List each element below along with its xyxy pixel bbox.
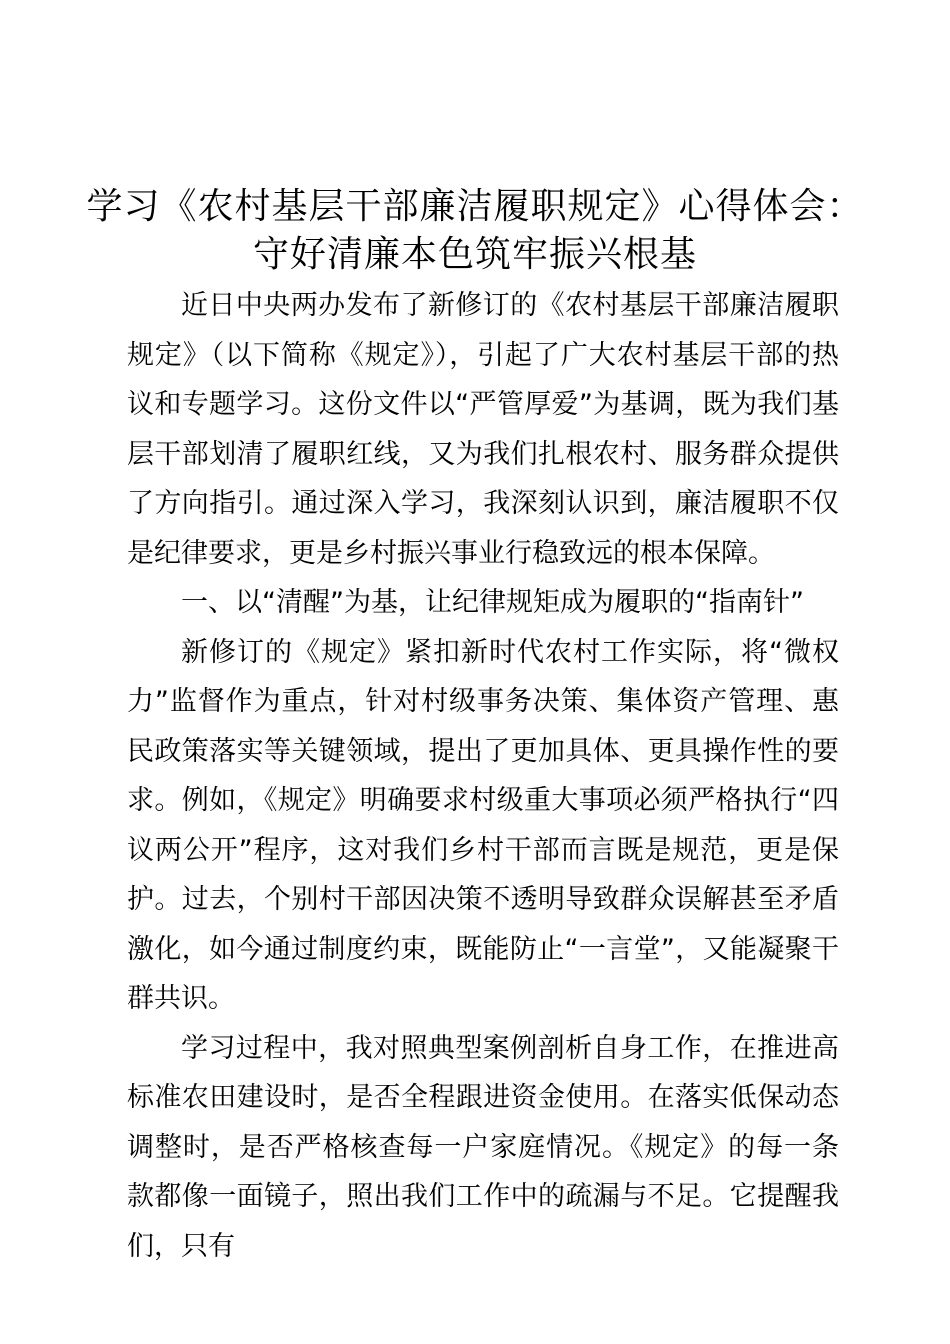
paragraph-section1-body: 新修订的《规定》紧扣新时代农村工作实际，将“微权力”监督作为重点，针对村级事务决策、集体资产管理、惠民政策落实等关键领域，提出了更加具体、更具操作性的要求。例如，《规定》明确要求村级重大事项必须严格执行“四议两公开”程序，这对我们乡村干部而言既是规范，更是保护。过去，个别村干部因决策不透明导致群众误解甚至矛盾激化，如今通过制度约束，既能防止“一言堂”，又能凝聚干群共识。 [127, 636, 839, 1014]
document-title-line-2: 守好清廉本色筑牢振兴根基 [252, 234, 697, 275]
document-title-line-1: 学习《农村基层干部廉洁履职规定》心得体会： [86, 186, 864, 227]
section-heading-1: 一、以“清醒”为基，让纪律规矩成为履职的“指南针” [181, 587, 804, 618]
paragraph-section1-reflection: 学习过程中，我对照典型案例剖析自身工作，在推进高标准农田建设时，是否全程跟进资金使用。在落实低保动态调整时，是否严格核查每一户家庭情况。《规定》的每一条款都像一面镜子，照出我们工作中的疏漏与不足。它提醒我们，只有 [127, 1032, 839, 1262]
document-body [127, 281, 839, 1271]
paragraph-intro: 近日中央两办发布了新修订的《农村基层干部廉洁履职规定》（以下简称《规定》），引起了广大农村基层干部的热议和专题学习。这份文件以“严管厚爱”为基调，既为我们基层干部划清了履职红线，又为我们扎根农村、服务群众提供了方向指引。通过深入学习，我深刻认识到，廉洁履职不仅是纪律要求，更是乡村振兴事业行稳致远的根本保障。 [127, 290, 839, 569]
